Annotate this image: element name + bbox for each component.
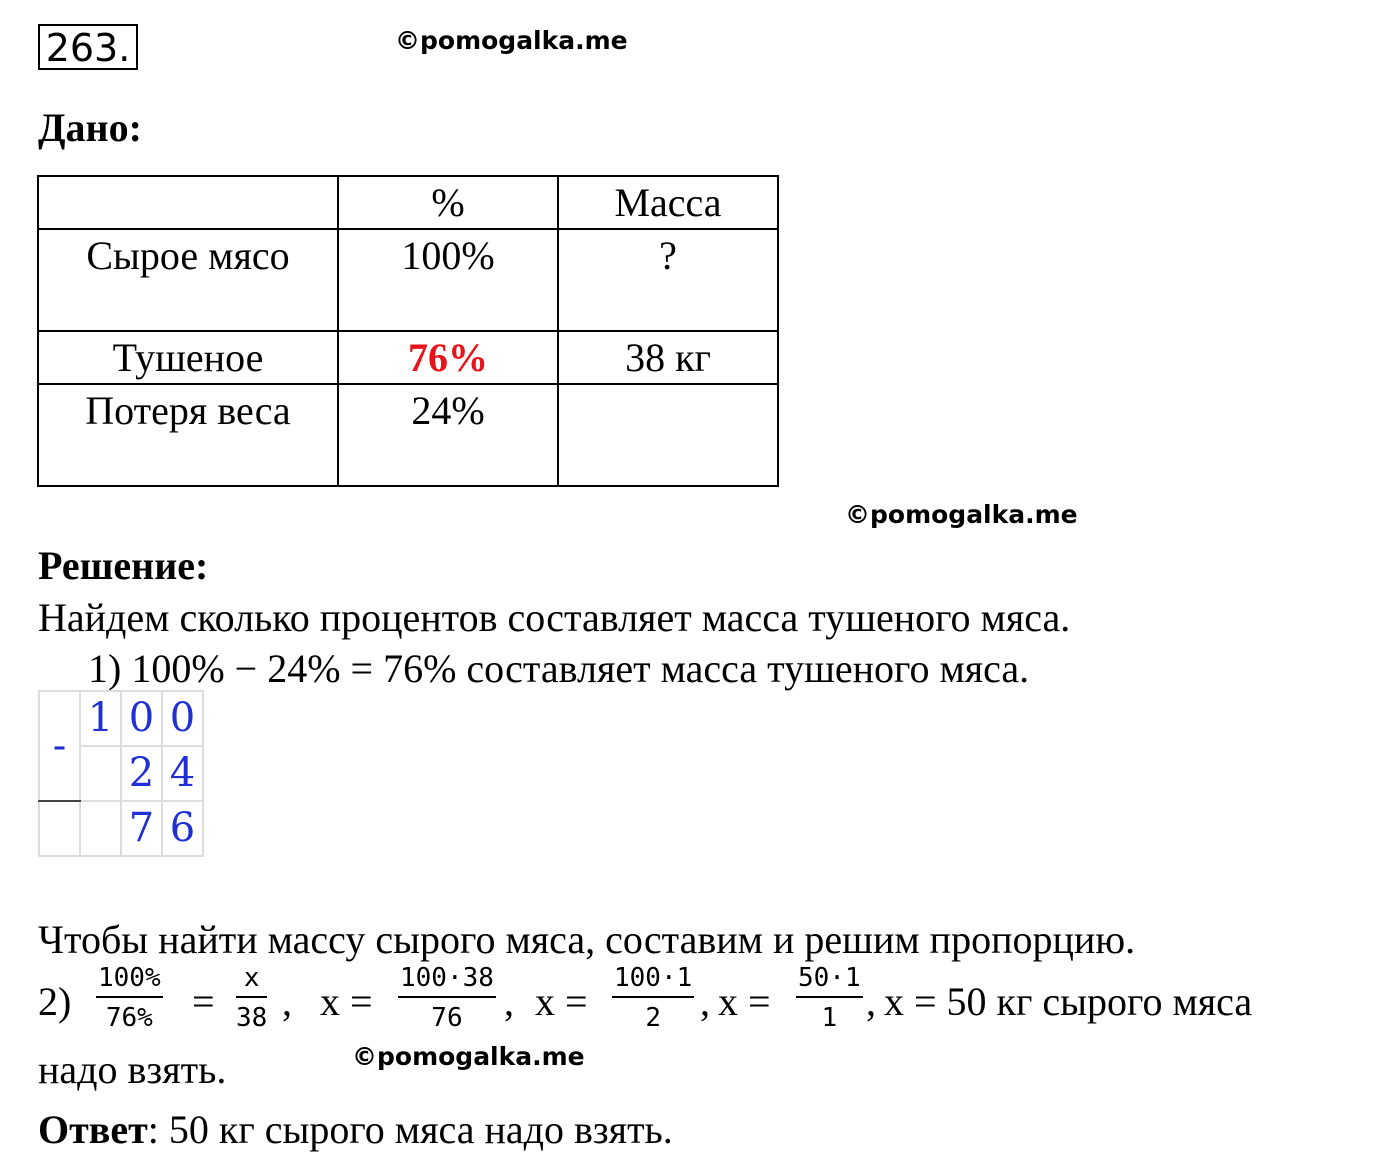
- given-table: [37, 175, 779, 487]
- fraction-1: [96, 964, 163, 1032]
- x-equals: x =: [718, 979, 771, 1024]
- header-cell-empty: [38, 176, 338, 229]
- digit-cell: 7: [121, 801, 162, 856]
- fraction-denominator: 38: [236, 1003, 268, 1033]
- digit-cell: 0: [121, 691, 162, 746]
- result-row: [39, 801, 203, 856]
- fraction-denominator: 76: [431, 1003, 463, 1033]
- fraction-3: [398, 964, 496, 1032]
- row-label: Тушеное: [38, 331, 338, 384]
- row-mass: 38 кг: [558, 331, 778, 384]
- row-percent: 24%: [338, 384, 558, 486]
- header-cell-mass: Масса: [558, 176, 778, 229]
- row-label: Потеря веса: [38, 384, 338, 486]
- watermark-bottom: ©pomogalka.me: [352, 1042, 585, 1071]
- minuend-row: [39, 691, 203, 746]
- fraction-4: [612, 964, 694, 1032]
- fraction-denominator: 1: [821, 1003, 838, 1033]
- comma: ,: [700, 979, 710, 1024]
- answer-label: Ответ: [38, 1107, 148, 1152]
- digit-cell: 2: [121, 746, 162, 801]
- watermark-top: ©pomogalka.me: [395, 26, 628, 55]
- subtraction-grid: [38, 690, 204, 857]
- digit-cell: [39, 801, 80, 856]
- comma: ,: [282, 979, 292, 1024]
- digit-cell: [80, 746, 121, 801]
- step-2-result: x = 50 кг сырого мяса: [884, 979, 1253, 1024]
- row-percent-highlight: 76%: [338, 331, 558, 384]
- problem-number: 263.: [38, 24, 138, 70]
- table-row: [38, 331, 778, 384]
- fraction-numerator: 100·1: [612, 964, 694, 998]
- fraction-denominator: 2: [645, 1003, 661, 1033]
- comma: ,: [866, 979, 876, 1024]
- answer-line: [38, 1106, 673, 1153]
- equals-sign: =: [192, 979, 215, 1024]
- x-equals: x =: [535, 979, 588, 1024]
- row-mass: [558, 384, 778, 486]
- header-cell-percent: %: [338, 176, 558, 229]
- digit-cell: 4: [162, 746, 203, 801]
- row-label: Сырое мясо: [38, 229, 338, 331]
- fraction-2: [236, 964, 267, 1032]
- proportion-intro: Чтобы найти массу сырого мяса, составим и решим пропорцию.: [38, 917, 1136, 962]
- solution-heading: Решение:: [38, 543, 209, 588]
- fraction-numerator: 100·38: [398, 964, 496, 998]
- table-header-row: [38, 176, 778, 229]
- digit-cell: 1: [80, 691, 121, 746]
- row-mass: ?: [558, 229, 778, 331]
- x-equals: x =: [320, 979, 373, 1024]
- table-row: [38, 384, 778, 486]
- answer-text: : 50 кг сырого мяса надо взять.: [147, 1107, 673, 1152]
- digit-cell: [80, 801, 121, 856]
- solution-intro: Найдем сколько процентов составляет масса тушеного мяса.: [38, 595, 1071, 640]
- step-1: 1) 100% − 24% = 76% составляет масса тушеного мяса.: [88, 646, 1030, 691]
- fraction-numerator: x: [236, 964, 267, 998]
- table-row: [38, 229, 778, 331]
- step-2-label: 2): [38, 979, 72, 1024]
- digit-cell: 0: [162, 691, 203, 746]
- fraction-denominator: 76%: [105, 1003, 153, 1033]
- fraction-5: [796, 964, 863, 1032]
- given-heading: Дано:: [38, 105, 142, 150]
- comma: ,: [504, 979, 514, 1024]
- watermark-middle: ©pomogalka.me: [845, 500, 1078, 529]
- minus-sign: -: [39, 691, 80, 801]
- digit-cell: 6: [162, 801, 203, 856]
- fraction-numerator: 50·1: [796, 964, 863, 998]
- step-2-continuation: надо взять.: [38, 1047, 227, 1092]
- fraction-numerator: 100%: [96, 964, 163, 998]
- row-percent: 100%: [338, 229, 558, 331]
